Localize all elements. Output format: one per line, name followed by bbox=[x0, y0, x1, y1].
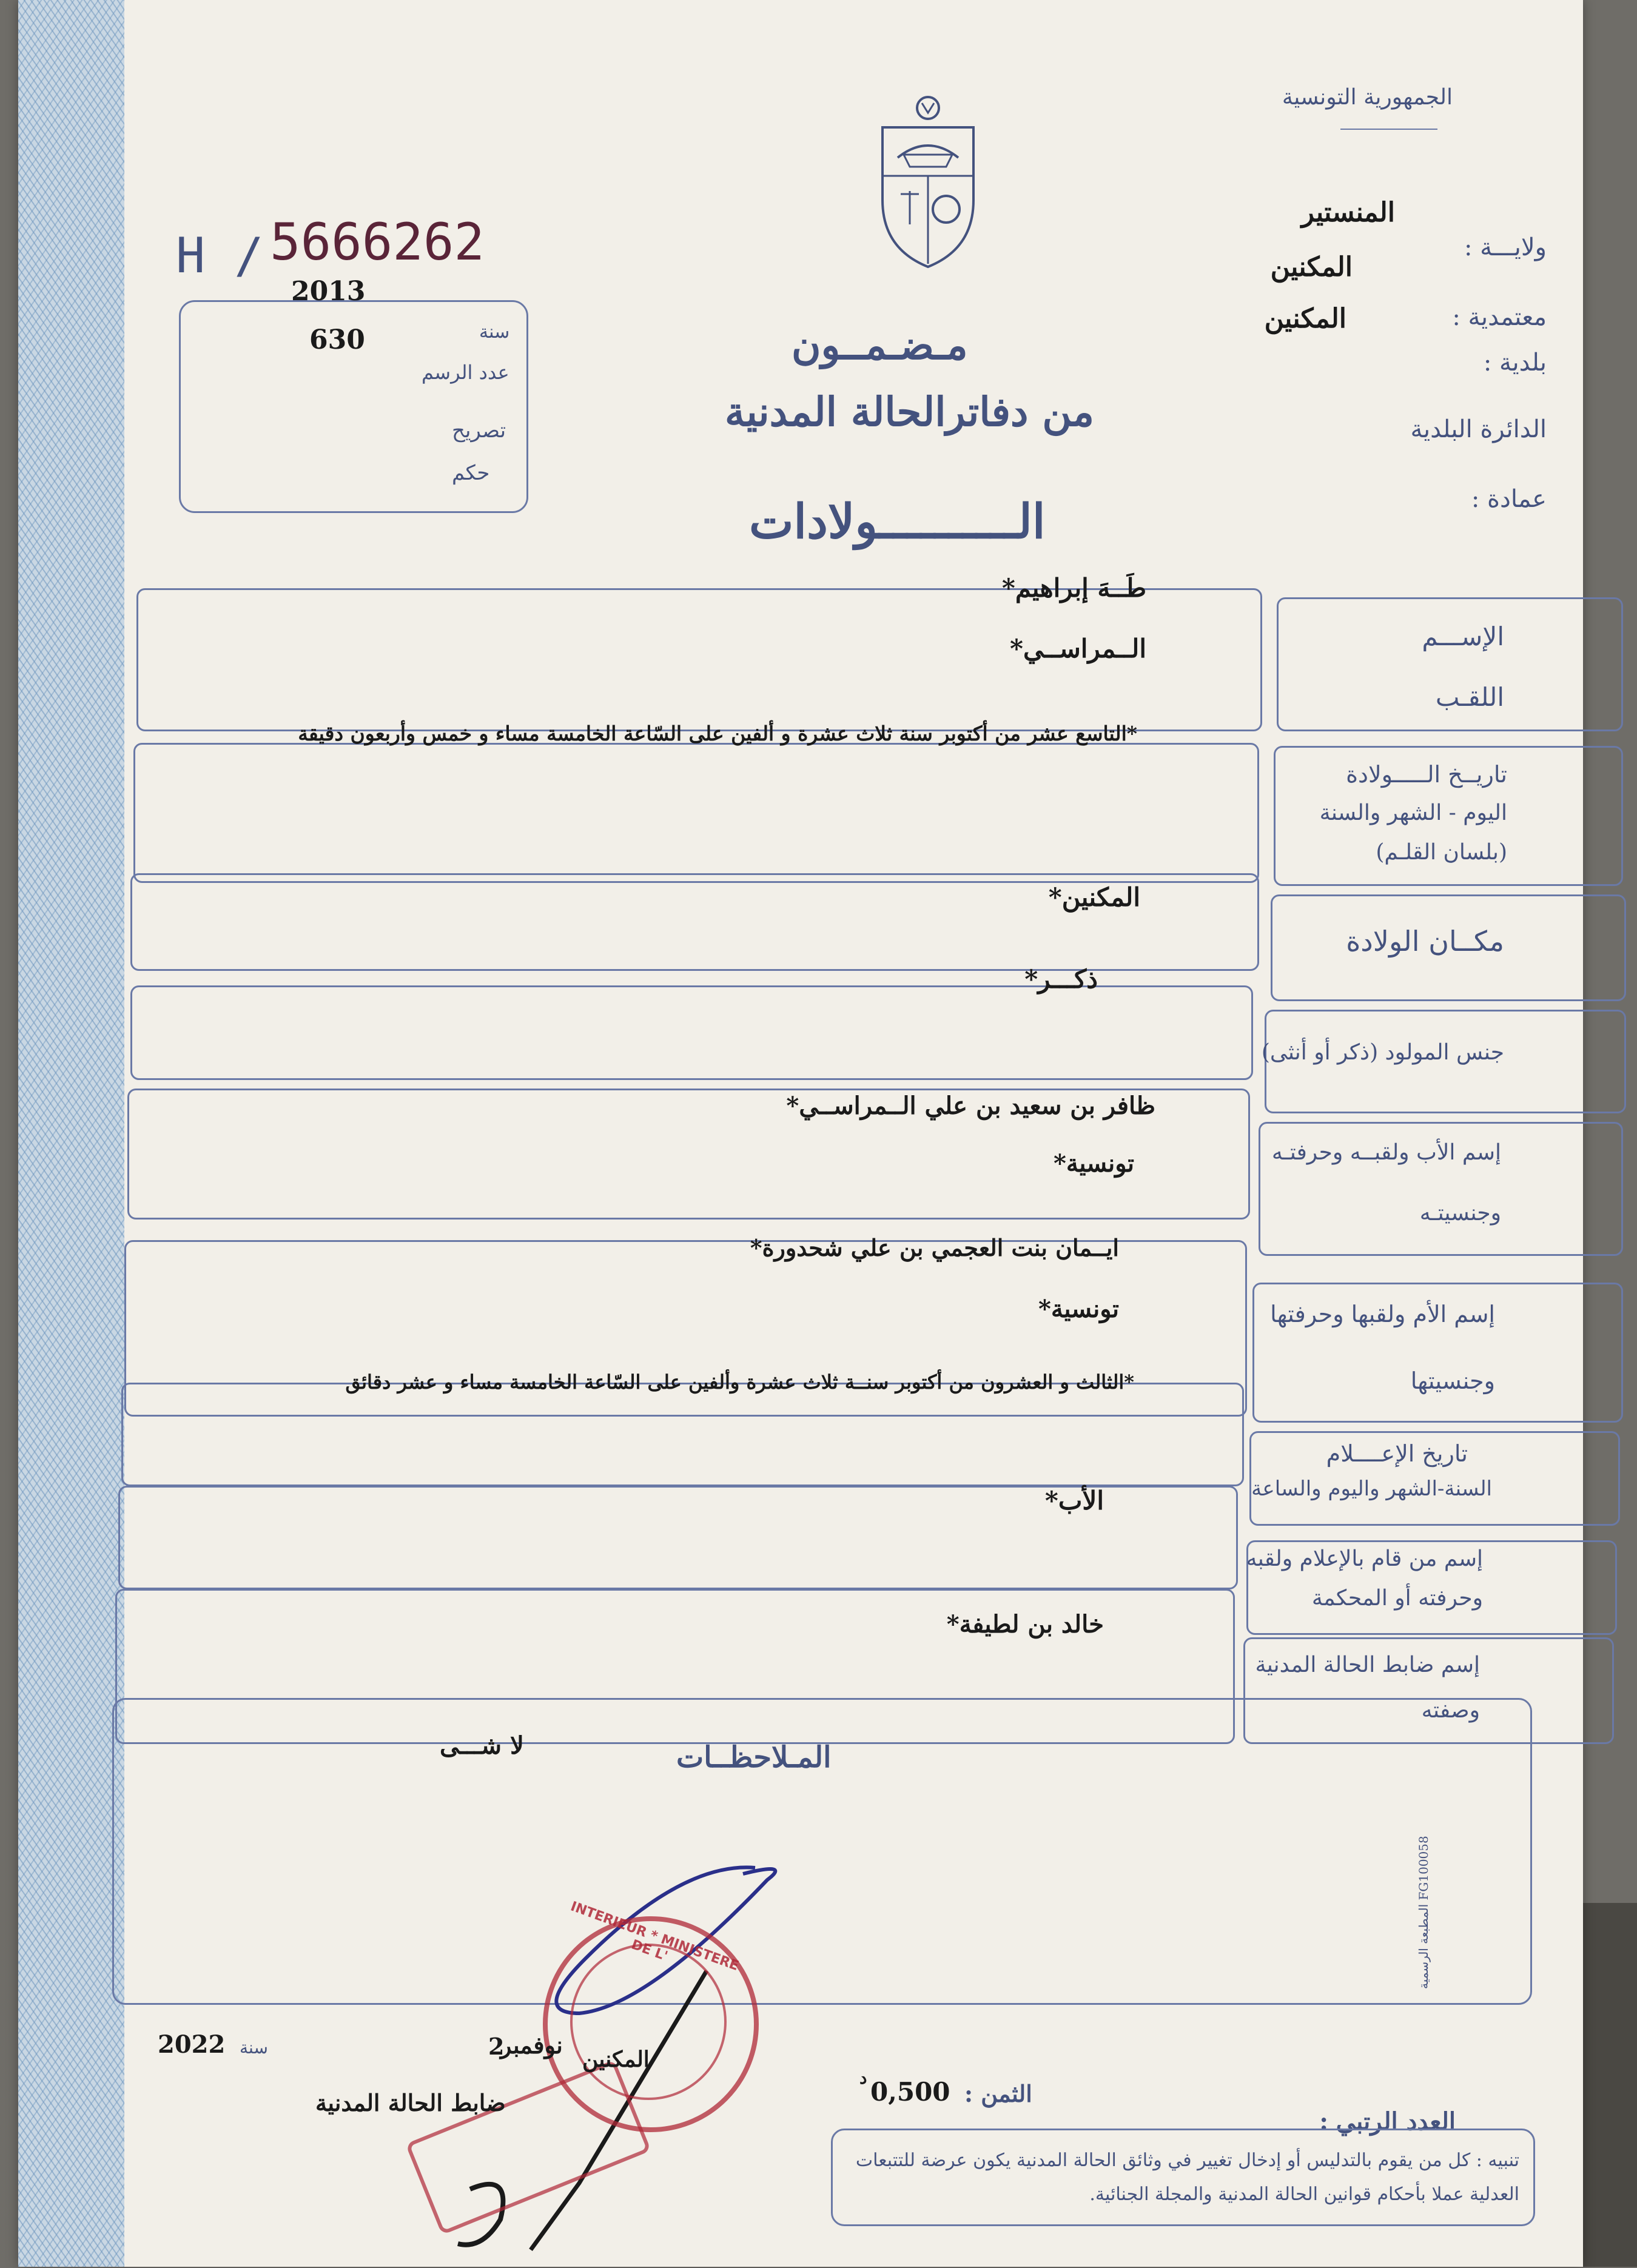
municipality-value: المكنين bbox=[1264, 303, 1346, 334]
price-label: الثمن : bbox=[964, 2080, 1032, 2107]
footer-officer-label: ضابط الحالة المدنية bbox=[315, 2089, 506, 2116]
label-birthplace: مكــان الولادة bbox=[1346, 925, 1504, 958]
record-number-value: 630 bbox=[309, 324, 365, 355]
delegation-label: معتمدية : bbox=[1452, 303, 1547, 331]
label-father-nationality: وجنسيتـه bbox=[1419, 1201, 1501, 1226]
stamp-text: INTERIEUR * MINISTERE DE L' bbox=[568, 1899, 741, 1974]
title-line-2: من دفاترالحالة المدنية bbox=[725, 388, 1094, 435]
title-line-1: مـضـمــون bbox=[792, 321, 968, 369]
sector-label: عمادة : bbox=[1471, 485, 1547, 513]
first-name-value: طَــهَ إبراهيم* bbox=[1001, 573, 1146, 603]
security-border-pattern bbox=[18, 0, 124, 2267]
judgment-label: حكم bbox=[452, 461, 490, 485]
title-births: الــــــــــولادات bbox=[749, 494, 1046, 549]
declaration-label: تصريح bbox=[452, 418, 506, 443]
birth-date-value: *التاسع عشر من أكتوبر سنة ثلاث عشرة و ألفين على السّاعة الخامسة مساء و خمس وأربعون دقيقة bbox=[298, 722, 1137, 745]
field-box-declaration-date bbox=[121, 1383, 1244, 1486]
municipality-label: بلدية : bbox=[1483, 349, 1547, 377]
last-name-value: الــمراســي* bbox=[1010, 634, 1146, 663]
municipal-district-label: الدائرة البلدية bbox=[1410, 415, 1547, 443]
officer-value: خالد بن لطيفة* bbox=[946, 1610, 1104, 1639]
footer-month-value: نوفمبر bbox=[500, 2031, 563, 2059]
label-mother: إسم الأم ولقبها وحرفتها bbox=[1270, 1301, 1495, 1327]
remarks-label: المـلاحظــات bbox=[676, 1740, 832, 1774]
price-value: 0,500 bbox=[870, 2077, 950, 2107]
footer-place-value: المكنين bbox=[582, 2047, 650, 2072]
label-father: إسم الأب ولقبــه وحرفتـه bbox=[1271, 1140, 1501, 1165]
father-nationality-value: تونسية* bbox=[1053, 1149, 1134, 1178]
label-mother-nationality: وجنسيتها bbox=[1410, 1367, 1495, 1394]
label-first-name: الإســـم bbox=[1422, 622, 1504, 651]
header-divider bbox=[1340, 129, 1437, 130]
label-sex: جنس المولود (ذكر أو أنثى) bbox=[1261, 1040, 1504, 1065]
state-label: ولايـــة : bbox=[1464, 233, 1547, 261]
record-number-label: عدد الرسم bbox=[422, 361, 509, 384]
serial-number: 5666262 bbox=[270, 212, 485, 272]
father-value: ظافر بن سعيد بن علي الــمراســي* bbox=[786, 1092, 1155, 1120]
republic-heading: الجمهورية التونسية bbox=[1282, 85, 1453, 110]
label-declaration-date-format: السنة-الشهر واليوم والساعة bbox=[1251, 1477, 1492, 1501]
field-box-birth-date bbox=[133, 743, 1259, 883]
declaration-date-value: *الثالث و العشرون من أكتوبر سنــة ثلاث عشرة وألفين على السّاعة الخامسة مساء و عشر دقائق bbox=[345, 1371, 1134, 1394]
printer-mark: المطبعة الرسمية FG100058 bbox=[1416, 1836, 1431, 1989]
mother-nationality-value: تونسية* bbox=[1038, 1295, 1119, 1323]
footer-year-value: 2022 bbox=[158, 2030, 226, 2059]
label-birth-date: تاريــخ الـــــولادة bbox=[1346, 761, 1507, 788]
field-box-sex bbox=[130, 985, 1253, 1080]
warning-text: تنبيه : كل من يقوم بالتدليس أو إدخال تغيير في وثائق الحالة المدنية يكون عرضة للتتبعات العدلية عملا بأحكام قوانين الحالة المدنية والمجلة الجنائية. bbox=[855, 2150, 1519, 2205]
label-last-name: اللقـب bbox=[1435, 682, 1504, 712]
state-value: المنستير bbox=[1301, 197, 1395, 228]
coat-of-arms-icon bbox=[867, 91, 989, 275]
ordinal-label: العدد الرتبي bbox=[1336, 2107, 1456, 2136]
delegation-value: المكنين bbox=[1270, 252, 1353, 283]
serial-prefix: H / bbox=[176, 227, 264, 284]
footer-year-label: سنة bbox=[240, 2038, 268, 2058]
mother-value: ايــمان بنت العجمي بن علي شحدورة* bbox=[750, 1234, 1119, 1261]
birthplace-value: المكنين* bbox=[1048, 882, 1140, 912]
footer-day-value: 2 bbox=[488, 2033, 505, 2060]
label-declarant-profession: وحرفته أو المحكمة bbox=[1311, 1586, 1483, 1611]
sex-value: ذكـــر* bbox=[1024, 964, 1098, 994]
label-officer: إسم ضابط الحالة المدنية bbox=[1255, 1652, 1480, 1677]
record-year-label: سنة bbox=[479, 321, 510, 343]
remarks-value: لا شـــى bbox=[440, 1731, 524, 1760]
birth-certificate-document bbox=[18, 0, 1583, 2267]
price-unit: د bbox=[859, 2068, 867, 2088]
label-birth-date-words: (بلسان القلـم) bbox=[1376, 840, 1507, 865]
label-officer-title: وصفته bbox=[1421, 1698, 1480, 1723]
label-declaration-date: تاريخ الإعــــلام bbox=[1326, 1440, 1468, 1467]
record-year-value: 2013 bbox=[291, 276, 366, 307]
declarant-value: الأب* bbox=[1044, 1486, 1104, 1515]
label-birth-date-format: اليوم - الشهر والسنة bbox=[1319, 800, 1507, 825]
ordinal-colon: : bbox=[1319, 2107, 1328, 2136]
label-declarant: إسم من قام بالإعلام ولقبه bbox=[1246, 1546, 1483, 1571]
